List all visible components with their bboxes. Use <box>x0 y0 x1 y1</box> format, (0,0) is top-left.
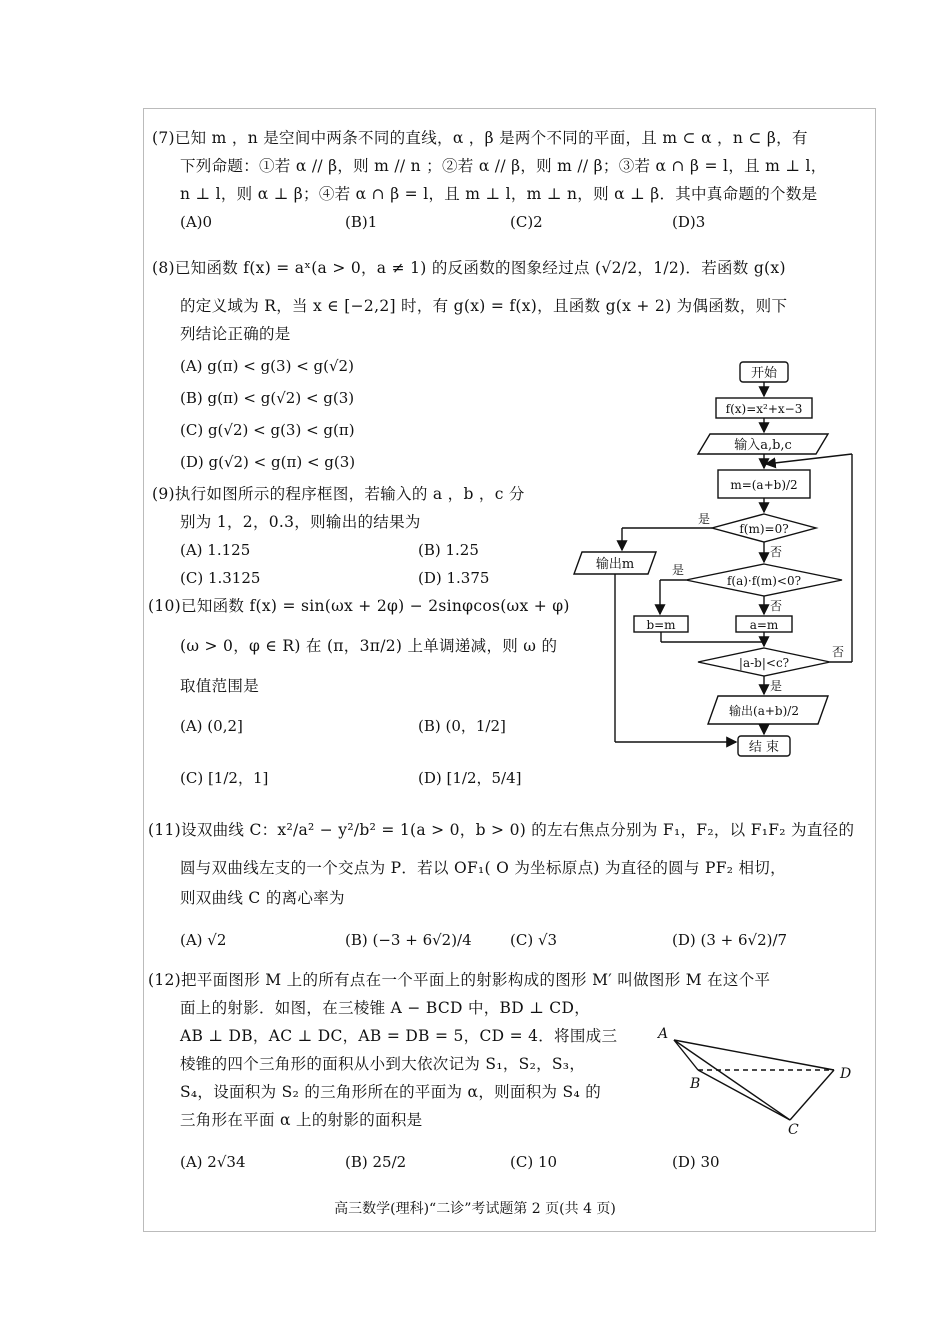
q10-option-b: (B) (0，1/2] <box>418 717 506 735</box>
q11-line3: 则双曲线 C 的离心率为 <box>180 889 345 907</box>
q10-option-c: (C) [1/2，1] <box>180 769 269 787</box>
q12-option-d: (D) 30 <box>672 1153 720 1171</box>
q11-option-d: (D) (3 + 6√2)/7 <box>672 931 788 949</box>
q10-option-d: (D) [1/2，5/4] <box>418 769 522 787</box>
q11-line1: (11)设双曲线 C：x²/a² − y²/b² = 1(a > 0，b > 0) 的左右焦点分别为 F₁，F₂，以 F₁F₂ 为直径的 <box>148 821 855 839</box>
flowchart-diagram <box>560 352 870 772</box>
q11-option-c: (C) √3 <box>510 931 558 949</box>
tetrahedron-figure <box>650 1022 860 1136</box>
q8-option-b: (B) g(π) < g(√2) < g(3) <box>180 389 355 407</box>
flow-start-label: 开始 <box>750 366 778 381</box>
q7-option-d: (D)3 <box>672 213 706 231</box>
q12-line2: 面上的射影．如图，在三棱锥 A − BCD 中，BD ⊥ CD， <box>180 999 590 1017</box>
q8-line2: 的定义域为 R，当 x ∈ [−2,2] 时，有 g(x) = f(x)，且函数 g(x + 2) 为偶函数，则下 <box>180 297 788 315</box>
q7-line3: n ⊥ l，则 α ⊥ β；④若 α ∩ β = l，且 m ⊥ l，m ⊥ n，则 α ⊥ β．其中真命题的个数是 <box>180 185 818 203</box>
q11-option-a: (A) √2 <box>180 931 227 949</box>
q10-line3: 取值范围是 <box>180 677 260 695</box>
q7-option-a: (A)0 <box>180 213 213 231</box>
q7-line2: 下列命题：①若 α // β，则 m // n ；②若 α // β，则 m // β；③若 α ∩ β = l，且 m ⊥ l， <box>180 157 827 175</box>
flow-m-assign: m=(a+b)/2 <box>730 478 798 492</box>
q9-line2: 别为 1，2，0.3，则输出的结果为 <box>180 513 421 531</box>
q8-option-d: (D) g(√2) < g(π) < g(3) <box>180 453 356 471</box>
q9-option-b: (B) 1.25 <box>418 541 479 559</box>
flow-output-mid: 输出(a+b)/2 <box>729 704 799 718</box>
q11-option-b: (B) (−3 + 6√2)/4 <box>345 931 472 949</box>
flow-b-assign: b=m <box>646 618 676 632</box>
q9-option-d: (D) 1.375 <box>418 569 490 587</box>
flow-cond3: |a-b|<c? <box>738 656 790 670</box>
vertex-c-label: C <box>788 1122 799 1136</box>
q12-option-a: (A) 2√34 <box>180 1153 246 1171</box>
flow-cond2: f(a)·f(m)<0? <box>726 574 802 588</box>
q12-line1: (12)把平面图形 M 上的所有点在一个平面上的射影构成的图形 M′ 叫做图形 M 在这个平 <box>148 971 771 989</box>
flow-function-def: f(x)=x²+x−3 <box>725 402 803 416</box>
flow-yes-2: 是 <box>672 563 685 577</box>
flow-input-label: 输入a,b,c <box>734 438 792 453</box>
q9-line1: (9)执行如图所示的程序框图，若输入的 a ，b ，c 分 <box>152 485 525 503</box>
q12-line4: 棱锥的四个三角形的面积从小到大依次记为 S₁，S₂，S₃， <box>180 1055 586 1073</box>
q12-option-b: (B) 25/2 <box>345 1153 407 1171</box>
vertex-b-label: B <box>690 1076 701 1092</box>
q10-line2: (ω > 0，φ ∈ R) 在 (π，3π/2) 上单调递减，则 ω 的 <box>180 637 558 655</box>
q9-option-a: (A) 1.125 <box>180 541 251 559</box>
flow-output-m: 输出m <box>595 557 635 572</box>
vertex-d-label: D <box>840 1066 852 1082</box>
q12-option-c: (C) 10 <box>510 1153 558 1171</box>
vertex-a-label: A <box>658 1026 669 1042</box>
q12-line5: S₄，设面积为 S₂ 的三角形所在的平面为 α，则面积为 S₄ 的 <box>180 1083 601 1101</box>
flow-yes-3: 是 <box>770 679 783 693</box>
flow-no-3: 否 <box>832 645 845 659</box>
q7-option-c: (C)2 <box>510 213 543 231</box>
q12-line6: 三角形在平面 α 上的射影的面积是 <box>180 1111 423 1129</box>
flow-yes-1: 是 <box>698 512 711 526</box>
flow-no-1: 否 <box>770 545 783 559</box>
q10-line1: (10)已知函数 f(x) = sin(ωx + 2φ) − 2sinφcos(ωx + φ) <box>148 597 570 615</box>
q8-option-a: (A) g(π) < g(3) < g(√2) <box>180 357 354 375</box>
flow-end-label: 结 束 <box>748 740 780 755</box>
flow-a-assign: a=m <box>749 618 779 632</box>
q8-line3: 列结论正确的是 <box>180 325 291 343</box>
q9-option-c: (C) 1.3125 <box>180 569 261 587</box>
q12-line3: AB ⊥ DB，AC ⊥ DC，AB = DB = 5，CD = 4．将围成三 <box>180 1027 618 1045</box>
page-footer: 高三数学(理科)“二诊”考试题第 2 页(共 4 页) <box>334 1201 616 1217</box>
q10-option-a: (A) (0,2] <box>180 717 243 735</box>
q8-line1: (8)已知函数 f(x) = aˣ(a > 0，a ≠ 1) 的反函数的图象经过点 (√2/2，1/2)．若函数 g(x) <box>152 259 786 277</box>
flow-cond1: f(m)=0? <box>739 522 789 536</box>
flow-no-2: 否 <box>770 599 783 613</box>
q8-option-c: (C) g(√2) < g(3) < g(π) <box>180 421 355 439</box>
q11-line2: 圆与双曲线左支的一个交点为 P．若以 OF₁( O 为坐标原点) 为直径的圆与 PF₂ 相切， <box>180 859 786 877</box>
q7-line1: (7)已知 m ，n 是空间中两条不同的直线，α ，β 是两个不同的平面，且 m ⊂ α ，n ⊂ β，有 <box>152 129 808 147</box>
q7-option-b: (B)1 <box>345 213 378 231</box>
